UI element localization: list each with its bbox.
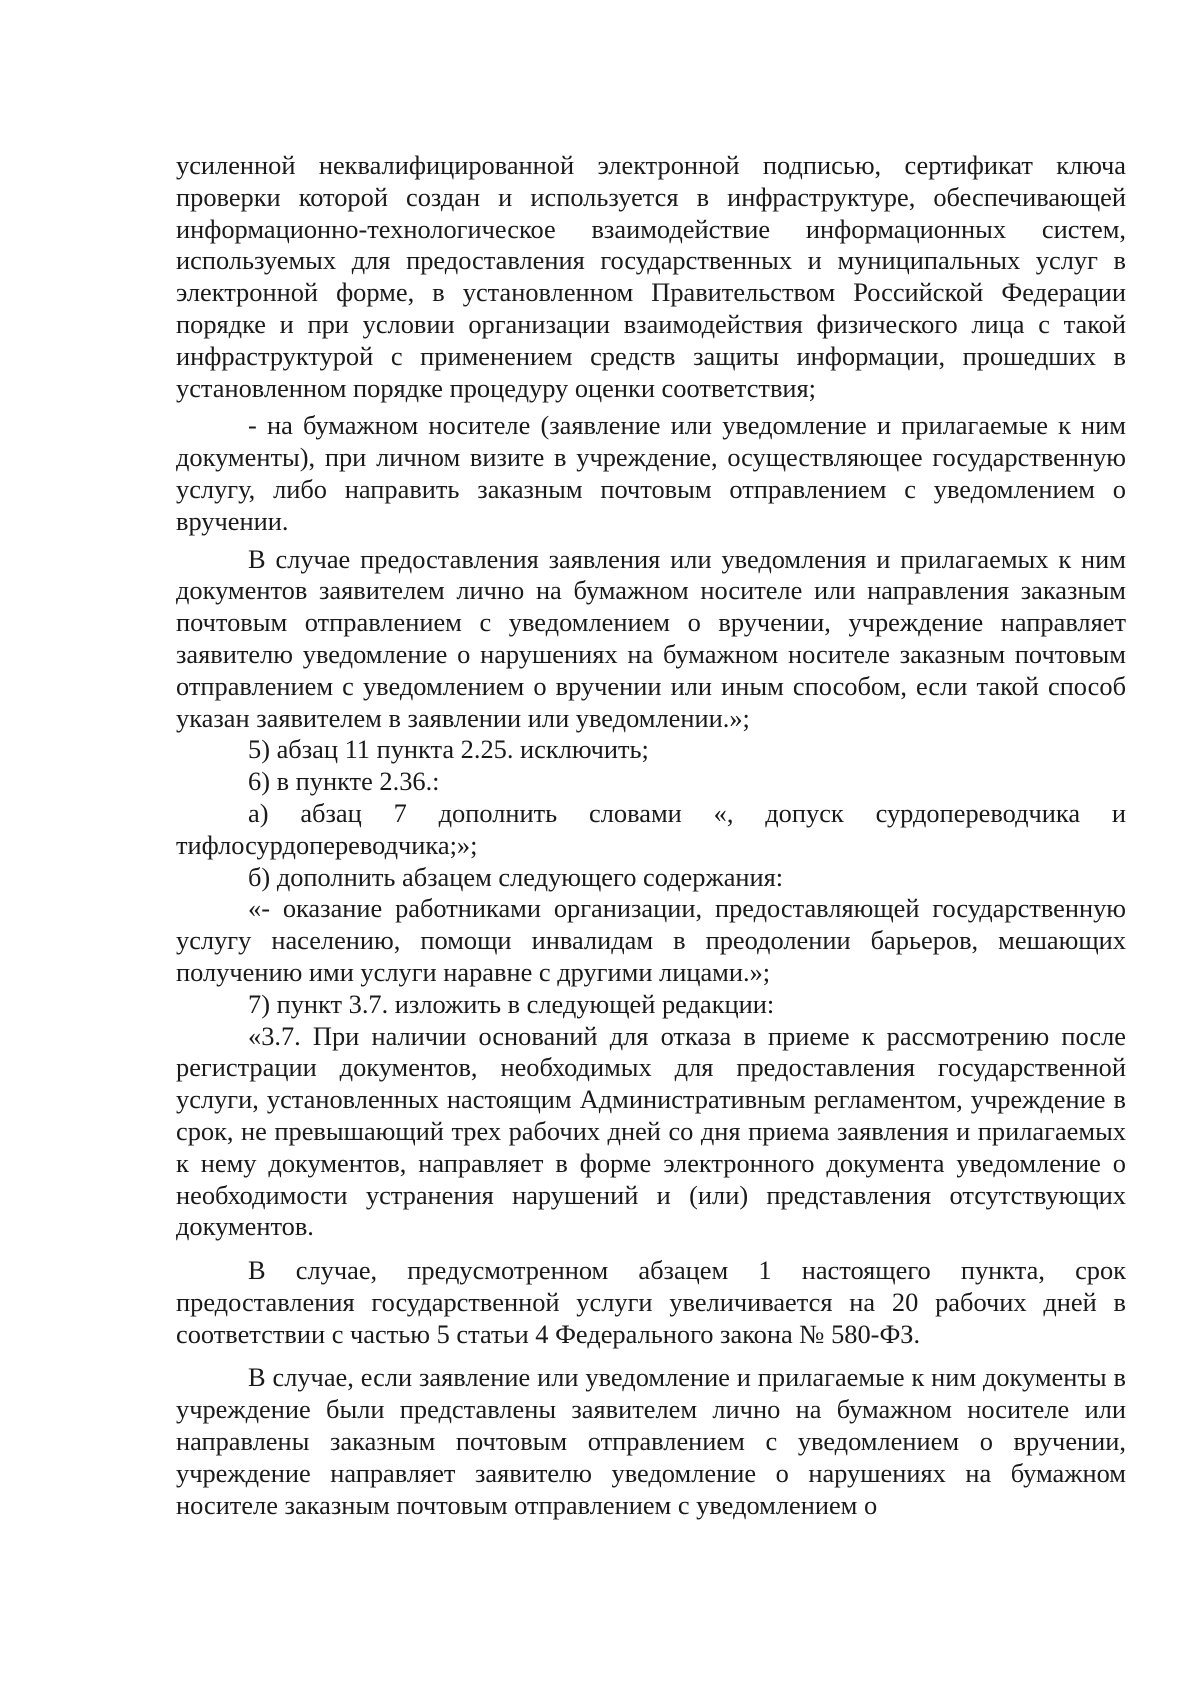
paragraph-term-extension: В случае, предусмотренном абзацем 1 настоящего пункта, срок предоставления государственной услуги увеличивается на 20 рабочих дней в соответствии с частью 5 статьи 4 Федерального закона № 580-ФЗ. (176, 1255, 1126, 1349)
paragraph-item-5: 5) абзац 11 пункта 2.25. исключить; (248, 734, 649, 765)
paragraph-item-3-7: «3.7. При наличии оснований для отказа в приеме к рассмотрению после регистрации документов, необходимых для предоставления государственной услуги, установленных настоящим Административным регламентом, учреждение в срок, не превышающий трех рабочих дней со дня приема заявления и прилагаемых к нему документов, направляет в форме электронного документа уведомление о необходимости устранения нарушений и (или) представления отсутствующих документов. (176, 1020, 1126, 1242)
paragraph-paper-case: В случае, если заявление или уведомление и прилагаемые к ним документы в учреждение были представлены заявителем лично на бумажном носителе или направлены заказным почтовым отправлением с уведомлением о вручении, учреждение направляет заявителю уведомление о нарушениях на бумажном носителе заказным почтовым отправлением с уведомлением о (176, 1362, 1126, 1520)
paragraph-item-6b: б) дополнить абзацем следующего содержания: (248, 861, 784, 892)
paragraph-paper-submission: - на бумажном носителе (заявление или уведомление и прилагаемые к ним документы), при личном визите в учреждение, осуществляющее государственную услугу, либо направить заказным почтовым отправлением с уведомлением о вручении. (176, 410, 1126, 536)
paragraph-signature-requirements: усиленной неквалифицированной электронной подписью, сертификат ключа проверки которой создан и используется в инфраструктуре, обеспечивающей информационно-технологическое взаимодействие информационных систем, используемых для предоставления государственных и муниципальных услуг в электронной форме, в установленном Правительством Российской Федерации порядке и при условии организации взаимодействия физического лица с такой инфраструктурой с применением средств защиты информации, прошедших в установленном порядке процедуру оценки соответствия; (176, 150, 1126, 403)
paragraph-item-6: 6) в пункте 2.36.: (248, 766, 440, 797)
paragraph-paper-notification: В случае предоставления заявления или уведомления и прилагаемых к ним документов заявителем лично на бумажном носителе или направления заказным почтовым отправлением с уведомлением о вручении, учреждение направляет заявителю уведомление о нарушениях на бумажном носителе заказным почтовым отправлением с уведомлением о вручении или иным способом, если такой способ указан заявителем в заявлении или уведомлении.»; (176, 543, 1126, 733)
paragraph-item-6b-text: «- оказание работниками организации, предоставляющей государственную услугу населению, помощи инвалидам в преодолении барьеров, мешающих получению ими услуги наравне с другими лицами.»; (176, 893, 1126, 987)
paragraph-item-6a: а) абзац 7 дополнить словами «, допуск сурдопереводчика и тифлосурдопереводчика;»; (176, 797, 1126, 860)
document-body (176, 150, 1126, 1521)
paragraph-item-7: 7) пункт 3.7. изложить в следующей редакции: (248, 988, 775, 1019)
